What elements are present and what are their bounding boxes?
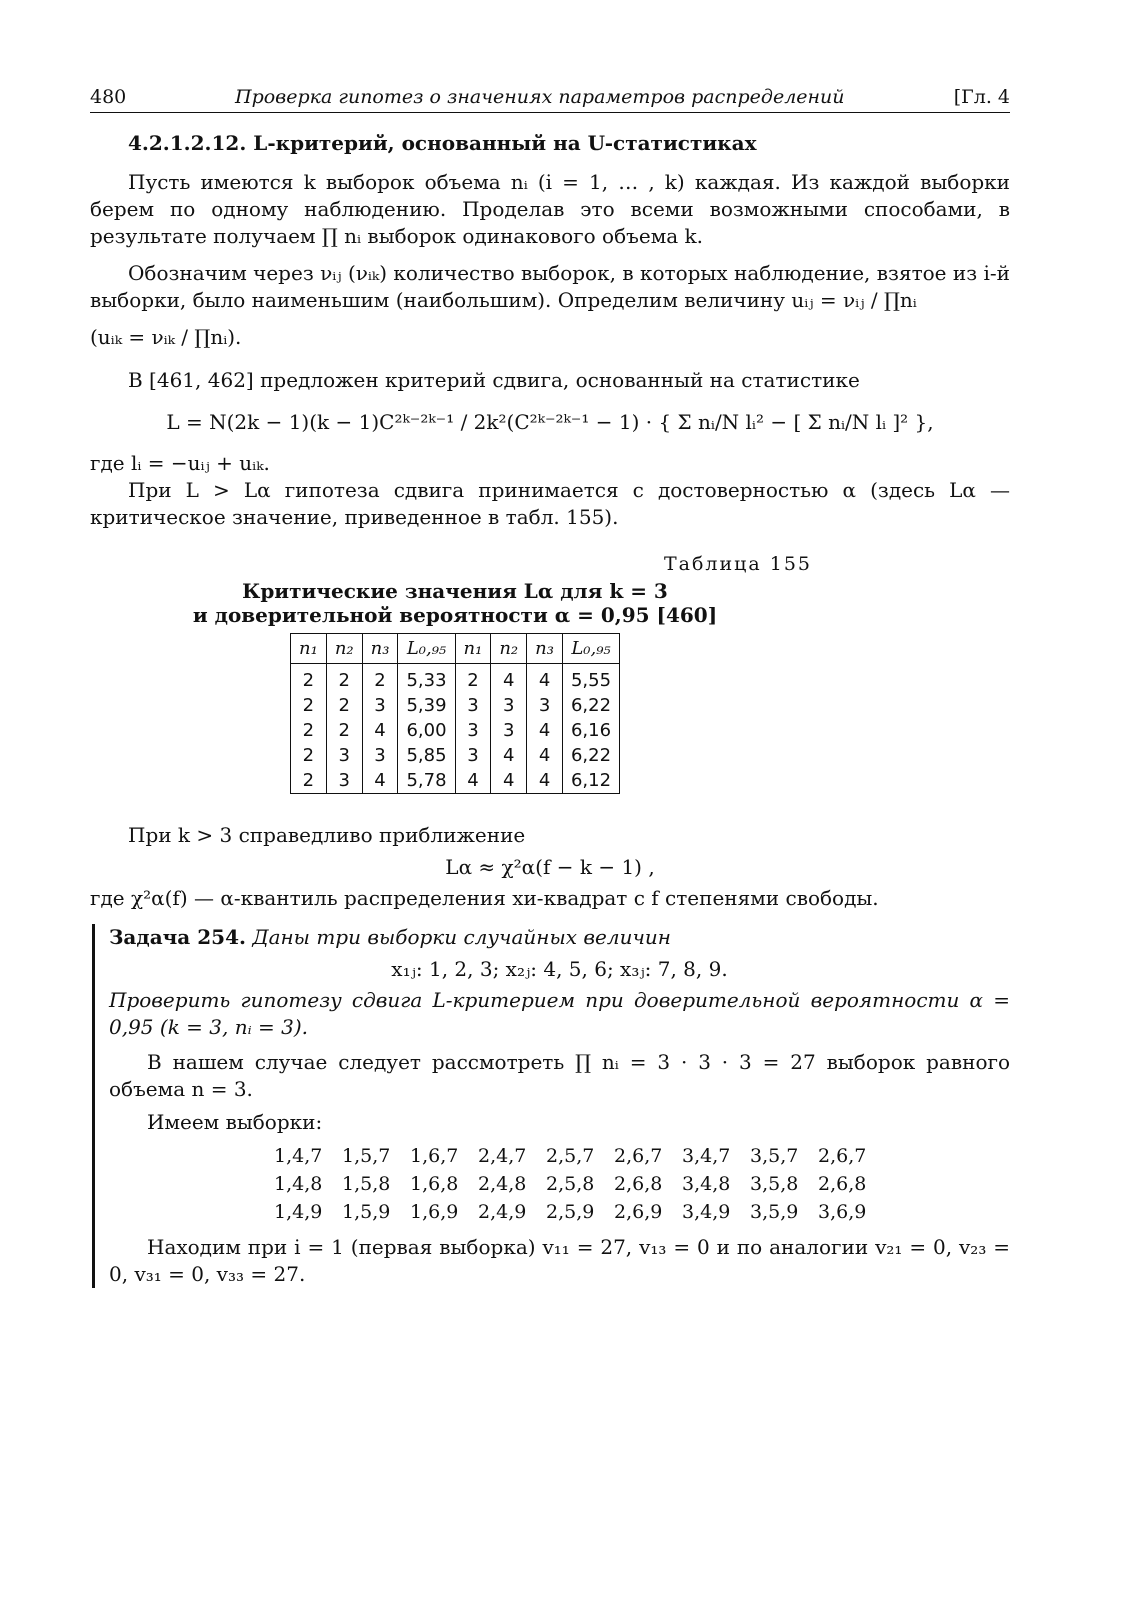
task-statement: Даны три выборки случайных величин	[252, 925, 671, 949]
table-cell: 2	[291, 768, 327, 794]
sample-item: 3,5,8	[750, 1173, 799, 1195]
samples-row	[274, 1198, 1010, 1226]
paragraph-7: где χ²α(f) — α-квантиль распределения хи-квадрат с f степенями свободы.	[90, 886, 879, 910]
table-cell: 3	[326, 768, 362, 794]
table-title-line1: Критические значения Lα для k = 3	[242, 579, 668, 603]
task-block	[92, 924, 1010, 1288]
table-header-cell: n₁	[291, 634, 327, 664]
samples-grid	[274, 1142, 1010, 1226]
table-header-cell: n₃	[527, 634, 563, 664]
table-cell: 6,16	[562, 718, 619, 743]
sample-item: 2,4,9	[478, 1201, 527, 1223]
sample-item: 1,4,8	[274, 1173, 323, 1195]
table-header-cell: n₂	[326, 634, 362, 664]
table-cell: 3	[491, 718, 527, 743]
table-cell: 2	[326, 664, 362, 694]
running-title: Проверка гипотез о значениях параметров распределений	[235, 86, 845, 108]
table-cell: 3	[455, 718, 491, 743]
table-cell: 2	[326, 693, 362, 718]
task-label: Задача 254.	[109, 925, 246, 949]
table-cell: 3	[362, 743, 398, 768]
table-row	[291, 768, 620, 794]
table-row	[291, 743, 620, 768]
table-cell: 4	[362, 718, 398, 743]
sample-item: 2,4,7	[478, 1145, 527, 1167]
sample-item: 1,6,9	[410, 1201, 459, 1223]
table-cell: 4	[527, 718, 563, 743]
table-row	[291, 718, 620, 743]
sample-item: 2,6,8	[614, 1173, 663, 1195]
table-cell: 2	[362, 664, 398, 694]
table-cell: 4	[362, 768, 398, 794]
table-cell: 2	[291, 718, 327, 743]
sample-item: 2,6,8	[818, 1173, 867, 1195]
table-cell: 6,12	[562, 768, 619, 794]
paragraph-5: При L > Lα гипотеза сдвига принимается с достоверностью α (здесь Lα — критическое значение, приведенное в табл. 155).	[90, 478, 1010, 529]
sample-item: 2,5,7	[546, 1145, 595, 1167]
table-cell: 4	[491, 664, 527, 694]
samples-row	[274, 1170, 1010, 1198]
table-cell: 2	[455, 664, 491, 694]
table-cell: 3	[455, 693, 491, 718]
table-cell: 5,85	[398, 743, 455, 768]
sample-item: 1,4,9	[274, 1201, 323, 1223]
sample-item: 1,5,8	[342, 1173, 391, 1195]
table-header-cell: L₀,₉₅	[398, 634, 455, 664]
sample-item: 3,4,9	[682, 1201, 731, 1223]
table-row	[291, 664, 620, 694]
table-cell: 4	[527, 664, 563, 694]
task-samples-line: x₁ⱼ: 1, 2, 3; x₂ⱼ: 4, 5, 6; x₃ⱼ: 7, 8, 9.	[391, 957, 728, 981]
table-row	[291, 693, 620, 718]
sample-item: 2,6,7	[818, 1145, 867, 1167]
paragraph-2b: (uᵢₖ = νᵢₖ / ∏nᵢ).	[90, 325, 242, 349]
table-cell: 5,33	[398, 664, 455, 694]
section-title: 4.2.1.2.12. L-критерий, основанный на U-статистиках	[128, 131, 757, 155]
table-body	[291, 664, 620, 794]
table-cell: 5,55	[562, 664, 619, 694]
table-cell: 3	[362, 693, 398, 718]
table-cell: 4	[455, 768, 491, 794]
table-cell: 3	[455, 743, 491, 768]
table-cell: 4	[491, 768, 527, 794]
sample-item: 1,4,7	[274, 1145, 323, 1167]
critical-values-table	[290, 633, 620, 794]
table-cell: 4	[527, 768, 563, 794]
table-cell: 2	[291, 693, 327, 718]
sample-item: 2,4,8	[478, 1173, 527, 1195]
sample-item: 3,6,9	[818, 1201, 867, 1223]
task-paragraph-2: Имеем выборки:	[147, 1110, 323, 1134]
table-cell: 2	[291, 664, 327, 694]
table-header-cell: L₀,₉₅	[562, 634, 619, 664]
paragraph-1: Пусть имеются k выборок объема nᵢ (i = 1, … , k) каждая. Из каждой выборки берем по одному наблюдению. Проделав это всеми возможными способами, в результате получаем ∏ nᵢ выборок одинакового объема k.	[90, 170, 1010, 248]
sample-item: 2,6,7	[614, 1145, 663, 1167]
sample-item: 3,5,9	[750, 1201, 799, 1223]
sample-item: 2,6,9	[614, 1201, 663, 1223]
table-header-row	[291, 634, 620, 664]
table-cell: 3	[491, 693, 527, 718]
table-cell: 6,22	[562, 743, 619, 768]
table-cell: 6,00	[398, 718, 455, 743]
task-paragraph-3: Находим при i = 1 (первая выборка) v₁₁ = 27, v₁₃ = 0 и по аналогии v₂₁ = 0, v₂₃ = 0, v₃₁ = 0, v₃₃ = 27.	[109, 1235, 1010, 1286]
table-header-cell: n₂	[491, 634, 527, 664]
sample-item: 2,5,9	[546, 1201, 595, 1223]
table-cell: 3	[326, 743, 362, 768]
table-cell: 5,78	[398, 768, 455, 794]
sample-item: 1,6,7	[410, 1145, 459, 1167]
document-page	[90, 80, 1010, 1288]
sample-item: 2,5,8	[546, 1173, 595, 1195]
table-header-cell: n₁	[455, 634, 491, 664]
sample-item: 3,4,8	[682, 1173, 731, 1195]
sample-item: 3,5,7	[750, 1145, 799, 1167]
table-cell: 6,22	[562, 693, 619, 718]
task-question: Проверить гипотезу сдвига L-критерием при доверительной вероятности α = 0,95 (k = 3, nᵢ = 3).	[109, 988, 1010, 1039]
task-paragraph-1: В нашем случае следует рассмотреть ∏ nᵢ = 3 · 3 · 3 = 27 выборок равного объема n = 3.	[109, 1050, 1010, 1101]
sample-item: 3,4,7	[682, 1145, 731, 1167]
chapter-label: [Гл. 4	[953, 86, 1010, 108]
paragraph-3: В [461, 462] предложен критерий сдвига, основанный на статистике	[128, 368, 860, 392]
formula-approx: Lα ≈ χ²α(f − k − 1) ,	[445, 855, 655, 879]
running-header	[90, 80, 1010, 113]
table-cell: 4	[527, 743, 563, 768]
table-cell: 4	[491, 743, 527, 768]
paragraph-6: При k > 3 справедливо приближение	[128, 823, 526, 847]
samples-row	[274, 1142, 1010, 1170]
table-cell: 3	[527, 693, 563, 718]
table-title-line2: и доверительной вероятности α = 0,95 [460]	[192, 603, 718, 627]
table-cell: 5,39	[398, 693, 455, 718]
paragraph-2: Обозначим через νᵢⱼ (νᵢₖ) количество выборок, в которых наблюдение, взятое из i-й выборки, было наименьшим (наибольшим). Определим величину uᵢⱼ = νᵢⱼ / ∏nᵢ	[90, 261, 1010, 312]
paragraph-4: где lᵢ = −uᵢⱼ + uᵢₖ.	[90, 451, 270, 475]
sample-item: 1,6,8	[410, 1173, 459, 1195]
table-cell: 2	[326, 718, 362, 743]
table-cell: 2	[291, 743, 327, 768]
formula-L: L = N(2k − 1)(k − 1)C²ᵏ⁻²ᵏ⁻¹ / 2k²(C²ᵏ⁻²ᵏ⁻¹ − 1) · { Σ nᵢ/N lᵢ² − [ Σ nᵢ/N lᵢ ]² },	[166, 410, 934, 434]
sample-item: 1,5,9	[342, 1201, 391, 1223]
table-caption: Таблица 155	[663, 553, 812, 575]
table-header-cell: n₃	[362, 634, 398, 664]
sample-item: 1,5,7	[342, 1145, 391, 1167]
page-number: 480	[90, 86, 127, 108]
